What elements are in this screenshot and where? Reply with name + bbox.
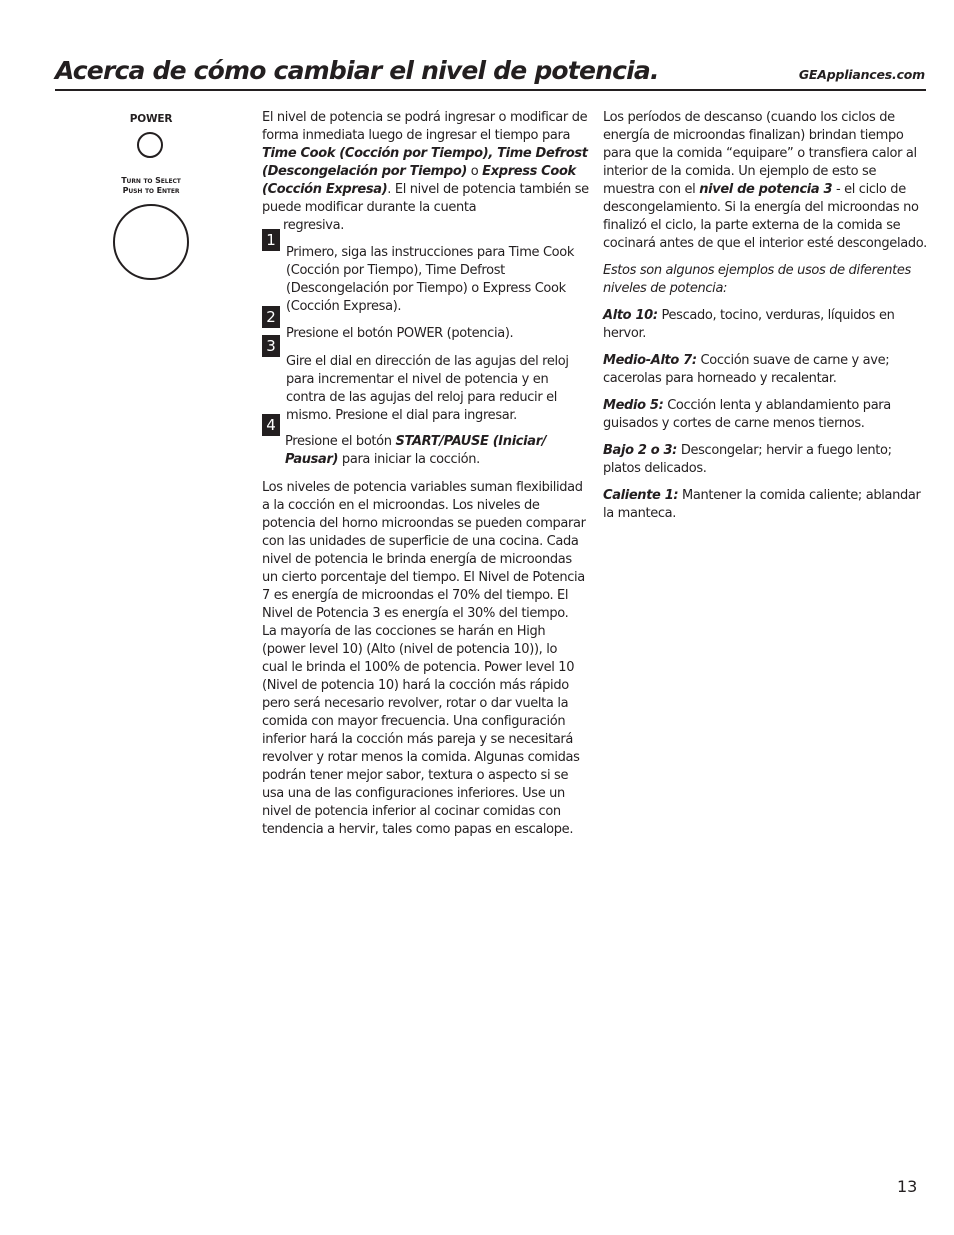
examples-intro: Estos son algunos ejemplos de usos de diferentes niveles de potencia: bbox=[603, 263, 911, 296]
rest-periods-text-a: Los períodos de descanso (cuando los ciclos de energía de microondas finalizan) brindan tiempo para que la comida “equipare” o transfiera calor al interior de la comida. Un ejemplo de esto se muestra con el bbox=[603, 110, 917, 197]
intro-conjunction: o bbox=[467, 164, 483, 179]
intro-text bbox=[262, 109, 590, 217]
step-number: 1 bbox=[262, 229, 280, 251]
dial-label-line2: Push to Enter bbox=[122, 186, 180, 195]
intro-time-cook: Time Cook (Cocción por Tiempo) bbox=[262, 146, 489, 161]
intro-text-end: regresiva. bbox=[283, 218, 345, 233]
example-label: Caliente 1: bbox=[603, 488, 679, 503]
power-button-icon bbox=[137, 132, 163, 158]
example-item bbox=[603, 307, 929, 343]
intro-paragraph bbox=[262, 109, 590, 217]
example-label: Alto 10: bbox=[603, 308, 658, 323]
intro-separator: , bbox=[488, 146, 498, 161]
example-item bbox=[603, 397, 929, 433]
rest-periods-paragraph bbox=[603, 109, 929, 253]
example-item bbox=[603, 487, 929, 523]
dial-label bbox=[100, 176, 202, 196]
page-number: 13 bbox=[897, 1177, 918, 1196]
intro-express-cook: Express Cook (Cocción Expresa) bbox=[262, 164, 576, 197]
example-label: Bajo 2 o 3: bbox=[603, 443, 678, 458]
intro-text-a: El nivel de potencia se podrá ingresar o modificar de forma inmediata luego de ingresar el tiempo para bbox=[262, 110, 588, 143]
dial-knob-icon bbox=[113, 204, 189, 280]
step-2-text: Presione el botón POWER (potencia). bbox=[286, 326, 514, 341]
example-label: Medio 5: bbox=[603, 398, 664, 413]
example-item bbox=[603, 442, 929, 478]
dial-label-line1: Turn to Select bbox=[121, 176, 181, 185]
step-3-text: Gire el dial en dirección de las agujas del reloj para incrementar el nivel de potencia y en contra de las agujas del reloj para reducir el mismo. Presione el dial para ingresar. bbox=[286, 354, 569, 423]
rest-periods-power-level: nivel de potencia 3 bbox=[699, 182, 833, 197]
rest-periods-text-c: - el ciclo de descongelamiento. Si la energía del microondas no finalizó el ciclo, la parte externa de la comida se cocinará antes de que el interior esté descongelado. bbox=[603, 182, 927, 251]
example-text: Cocción suave de carne y ave; cacerolas para horneado y recalentar. bbox=[603, 353, 890, 386]
website-label: GEAppliances.com bbox=[798, 67, 925, 82]
step-text bbox=[286, 244, 576, 316]
power-label: POWER bbox=[129, 113, 173, 125]
step-4-text bbox=[285, 433, 595, 469]
intro-time-defrost: Time Defrost (Descongelación por Tiempo) bbox=[262, 146, 588, 179]
header-rule bbox=[55, 89, 926, 91]
page-title: Acerca de cómo cambiar el nivel de potencia. bbox=[55, 56, 659, 85]
step-number: 3 bbox=[262, 335, 280, 357]
example-text: Cocción lenta y ablandamiento para guisados y cortes de carne menos tiernos. bbox=[603, 398, 891, 431]
example-label: Medio-Alto 7: bbox=[603, 353, 697, 368]
step-1-text: Primero, siga las instrucciones para Time Cook (Cocción por Tiempo), Time Defrost (Descongelación por Tiempo) o Express Cook (Cocción Expresa). bbox=[286, 245, 575, 314]
step-number: 4 bbox=[262, 414, 280, 436]
example-text: Pescado, tocino, verduras, líquidos en hervor. bbox=[603, 308, 895, 341]
step-4-text-c: para iniciar la cocción. bbox=[338, 452, 480, 467]
intro-text-e: . El nivel de potencia también se puede modificar durante la cuenta bbox=[262, 182, 589, 215]
example-text: Descongelar; hervir a fuego lento; platos delicados. bbox=[603, 443, 892, 476]
step-4-text-a: Presione el botón bbox=[285, 434, 396, 449]
step-4-start-pause: START/PAUSE (Iniciar/ Pausar) bbox=[285, 434, 547, 467]
step-number: 2 bbox=[262, 306, 280, 328]
power-levels-text: Los niveles de potencia variables suman flexibilidad a la cocción en el microondas. Los niveles de potencia del horno microondas se pueden comparar con las unidades de superficie de una cocina. Cada nivel de potencia le brinda energía de microondas un cierto porcentaje del tiempo. El Nivel de Potencia 7 es energía de microondas el 70% del tiempo. El Nivel de Potencia 3 es energía el 30% del tiempo. La mayoría de las cocciones se harán en High (power level 10) (Alto (nivel de potencia 10)), lo cual le brinda el 100% de potencia. Power level 10 (Nivel de potencia 10) hará la cocción más rápido pero será necesario revolver, rotar o dar vuelta la comida con mayor frecuencia. Una configuración inferior hará la cocción más pareja y se necesitará revolver y rotar menos la comida. Algunas comidas podrán tener mejor sabor, textura o aspecto si se usa una de las configuraciones inferiores. Use un nivel de potencia inferior al cocinar comidas con tendencia a hervir, tales como papas en escalope. bbox=[262, 480, 586, 837]
control-panel-illustration bbox=[100, 112, 202, 287]
example-item bbox=[603, 352, 929, 388]
power-levels-paragraph bbox=[262, 479, 586, 839]
right-column bbox=[603, 109, 929, 532]
example-text: Mantener la comida caliente; ablandar la manteca. bbox=[603, 488, 921, 521]
